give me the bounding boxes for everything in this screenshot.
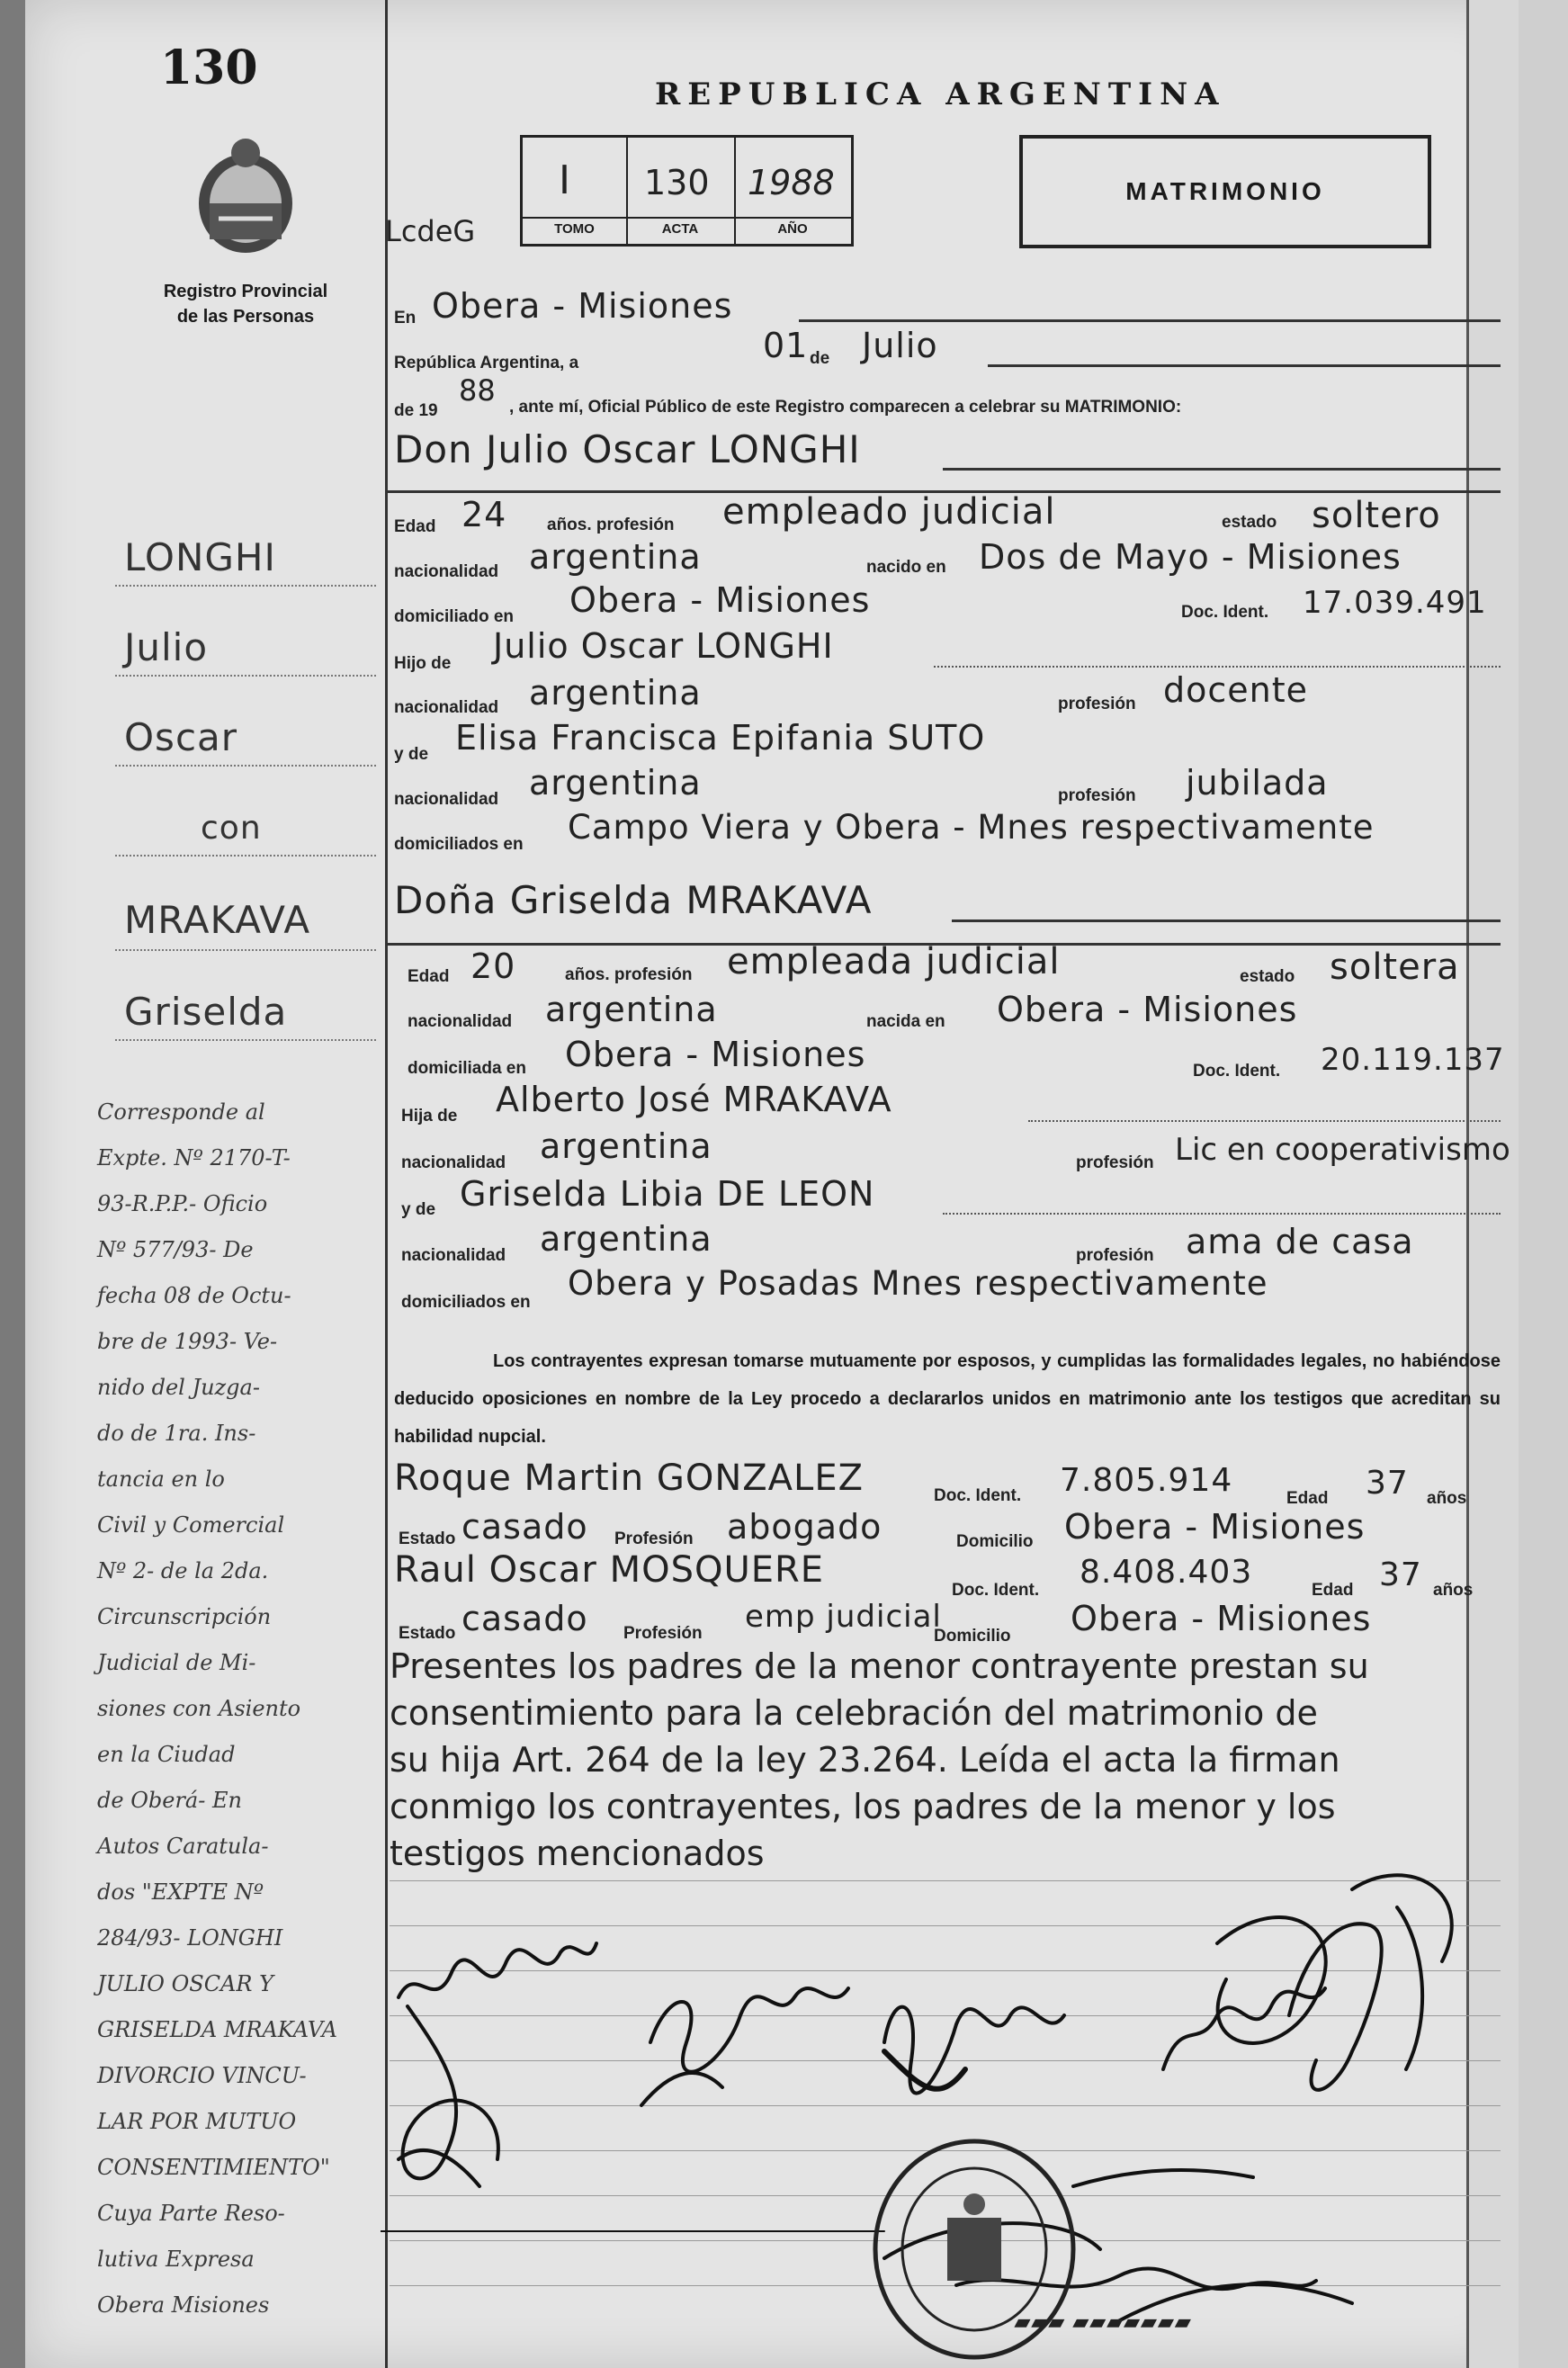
witness2-estado-label: Estado [399,1624,456,1643]
bride-full-name: Doña Griselda MRAKAVA [394,878,873,922]
bride-yde-label: y de [401,1200,436,1219]
side-surname-bride: MRAKAVA [124,898,311,942]
groom-edad-label: Edad [394,517,436,536]
acta-value: 130 [644,163,710,202]
tomo-label: TOMO [523,217,626,237]
margin-annotation-line: GRISELDA MRAKAVA [97,2017,337,2042]
margin-annotation-line: Expte. Nº 2170-T- [97,1145,291,1171]
witness1-estado: casado [461,1507,588,1547]
witness2-prof-label: Profesión [623,1624,703,1643]
bride-nacionalidad: argentina [545,990,718,1029]
groom-nacido-label: nacido en [866,558,946,577]
bride-nacida: Obera - Misiones [997,990,1298,1029]
bride-dom-label: domiciliada en [408,1059,526,1078]
bride-nacida-label: nacida en [866,1012,945,1031]
bride-estado-label: estado [1240,967,1295,986]
margin-annotation-line: Autos Caratula- [97,1834,269,1859]
margin-annotation-line: CONSENTIMIENTO" [97,2155,330,2180]
month-value: Julio [862,326,938,365]
witness1-profesion: abogado [727,1507,883,1547]
witness1-doc: 7.805.914 [1060,1462,1233,1499]
witness1-name: Roque Martin GONZALEZ [394,1458,864,1499]
closing-line-2: consentimiento para la celebración del matrimonio de [390,1693,1318,1733]
groom-yde-label: y de [394,745,429,764]
margin-annotation-line: 284/93- LONGHI [97,1925,283,1951]
bride-doc-label: Doc. Ident. [1193,1062,1281,1081]
witness2-dom-label: Domicilio [934,1627,1011,1646]
groom-father: Julio Oscar LONGHI [493,626,834,666]
bride-profesion: empleada judicial [727,941,1061,982]
margin-annotation-line: lutiva Expresa [97,2247,255,2272]
groom-profesion-label: años. profesión [547,516,675,534]
bride-estado: soltera [1330,946,1460,988]
side-first-name-groom: Julio [124,625,209,669]
margin-annotation-line: JULIO OSCAR Y [97,1971,273,1996]
bride-mother-prof: ama de casa [1186,1222,1414,1261]
bride-domicilio: Obera - Misiones [565,1035,866,1074]
margin-annotation-line: Cuya Parte Reso- [97,2201,285,2226]
ano-label: AÑO [734,217,851,237]
groom-doc-label: Doc. Ident. [1181,603,1269,622]
side-first-name-bride: Griselda [124,990,288,1034]
groom-doms-label: domiciliados en [394,835,524,854]
day-value: 01 [763,326,809,365]
margin-annotation-line: fecha 08 de Octu- [97,1283,291,1308]
bride-father-nac-label: nacionalidad [401,1153,506,1172]
margin-annotation-line: Circunscripción [97,1604,272,1629]
margin-annotation-line: dos "EXPTE Nº [97,1879,264,1905]
closing-line-4: conmigo los contrayentes, los padres de la menor y los [390,1787,1336,1826]
closing-line-3: su hija Art. 264 de la ley 23.264. Leída el acta la firman [390,1740,1340,1780]
groom-estado-label: estado [1222,513,1277,532]
official-name-stamp: ▰▰▰ ▰▰▰▰▰▰▰ [1015,2310,1193,2333]
bride-hija-label: Hija de [401,1107,458,1126]
bride-father: Alberto José MRAKAVA [496,1080,892,1119]
en-value: Obera - Misiones [432,286,733,326]
groom-hijo-label: Hijo de [394,654,452,673]
witness2-edad-label: Edad [1312,1581,1354,1600]
margin-annotation-line: Nº 2- de la 2da. [97,1558,269,1583]
margin-annotation-line: do de 1ra. Ins- [97,1421,256,1446]
groom-parents-domicile: Campo Viera y Obera - Mnes respectivamente [568,808,1375,847]
registry-caption: Registro Provincial de las Personas [163,282,328,327]
side-middle-name-groom: Oscar [124,715,238,759]
signature-5 [1289,1924,1382,2090]
bride-edad-label: Edad [408,967,450,986]
page-number: 130 [160,40,258,95]
groom-estado: soltero [1312,495,1441,536]
groom-father-nac-label: nacionalidad [394,698,499,717]
margin-annotation-line: DIVORCIO VINCU- [97,2063,307,2088]
groom-edad: 24 [461,495,507,534]
groom-mother: Elisa Francisca Epifania SUTO [455,718,986,758]
margin-annotation-line: Corresponde al [97,1099,265,1125]
book-spine [0,0,25,2368]
matrimonio-box: MATRIMONIO [1019,135,1431,248]
side-surname-groom: LONGHI [124,535,276,579]
en-label: En [394,309,417,327]
bride-mother-nac-label: nacionalidad [401,1246,506,1265]
side-con: con [201,810,262,847]
country-header: REPUBLICA ARGENTINA [655,76,1226,112]
groom-mother-prof: jubilada [1186,763,1329,803]
bride-mother: Griselda Libia DE LEON [460,1174,875,1214]
witness2-estado: casado [461,1599,588,1638]
groom-profesion: empleado judicial [722,491,1056,533]
bride-doc: 20.119.137 [1321,1042,1505,1078]
bride-profesion-label: años. profesión [565,965,693,984]
bride-mother-prof-label: profesión [1076,1246,1154,1265]
republica-label: República Argentina, a [394,354,579,372]
witness1-domicilio: Obera - Misiones [1064,1507,1366,1547]
bride-father-prof: Lic en cooperativismo [1175,1132,1510,1168]
witness2-doc-label: Doc. Ident. [952,1581,1040,1600]
witness1-estado-label: Estado [399,1529,456,1548]
witness1-prof-label: Profesión [614,1529,694,1548]
witness2-edad: 37 [1379,1556,1422,1593]
margin-annotation-line: LAR POR MUTUO [97,2109,297,2134]
signature-2 [650,1988,848,2072]
groom-mother-nac: argentina [529,763,702,803]
groom-father-prof: docente [1163,670,1309,710]
intro-statement: , ante mí, Oficial Público de este Registro comparecen a celebrar su MATRIMONIO: [509,398,1182,417]
bride-nac-label: nacionalidad [408,1012,513,1031]
witness2-anos-label: años [1433,1581,1474,1600]
certificate-page [25,0,1519,2368]
witness1-dom-label: Domicilio [956,1532,1034,1551]
bride-edad: 20 [470,946,516,986]
witness2-doc: 8.408.403 [1080,1554,1253,1591]
witness1-edad-label: Edad [1286,1489,1329,1508]
year-value: 88 [459,373,496,408]
margin-annotation-line: Civil y Comercial [97,1512,285,1538]
witness2-name: Raul Oscar MOSQUERE [394,1549,825,1591]
signatures-area [381,1835,1505,2368]
margin-annotation-line: bre de 1993- Ve- [97,1329,278,1354]
margin-annotation-line: 93-R.P.P.- Oficio [97,1191,268,1216]
groom-mother-prof-label: profesión [1058,786,1136,805]
signature-1 [399,1943,596,1997]
groom-father-nac: argentina [529,673,702,713]
registry-ref: LcdeG [385,214,476,248]
formal-declaration: Los contrayentes expresan tomarse mutuamente por esposos, y cumplidas las formalidades legales, no habiéndose deducido oposiciones en nombre de la Ley procedo a declararlos unidos en matrimonio ante los testigos que acreditan su habilidad nupcial. [394,1351,1501,1447]
margin-annotation-line: siones con Asiento [97,1696,301,1721]
margin-annotation-line: Obera Misiones [97,2292,270,2318]
bride-parents-domicile: Obera y Posadas Mnes respectivamente [568,1264,1268,1303]
tomo-acta-ano-box [520,135,854,247]
groom-nac-label: nacionalidad [394,562,499,581]
year-label: de 19 [394,401,438,420]
witness1-doc-label: Doc. Ident. [934,1486,1022,1505]
margin-annotation-line: Nº 577/93- De [97,1237,254,1262]
coat-of-arms-icon [183,133,309,259]
groom-doc: 17.039.491 [1303,585,1487,621]
bride-mother-nac: argentina [540,1219,712,1259]
groom-nacido: Dos de Mayo - Misiones [979,537,1402,577]
closing-line-5: testigos mencionados [390,1834,765,1873]
groom-mother-nac-label: nacionalidad [394,790,499,809]
margin-annotation-line: en la Ciudad [97,1742,236,1767]
tomo-value: I [559,157,570,203]
groom-domicilio: Obera - Misiones [569,580,871,620]
witness1-edad: 37 [1366,1465,1409,1502]
margin-annotation-line: Judicial de Mi- [97,1650,256,1675]
ano-value: 1988 [748,163,835,202]
margin-annotation-line: de Oberá- En [97,1788,242,1813]
groom-dom-label: domiciliado en [394,607,515,626]
witness1-anos-label: años [1427,1489,1467,1508]
groom-nacionalidad: argentina [529,537,702,577]
margin-annotation-line: tancia en lo [97,1467,225,1492]
groom-father-prof-label: profesión [1058,695,1136,713]
margin-annotation-line: nido del Juzga- [97,1375,260,1400]
acta-label: ACTA [626,217,734,237]
bride-father-prof-label: profesión [1076,1153,1154,1172]
bride-doms-label: domiciliados en [401,1293,531,1312]
witness2-domicilio: Obera - Misiones [1071,1599,1372,1638]
signature-4 [1163,1988,1325,2069]
de-label: de [810,349,830,368]
closing-line-1: Presentes los padres de la menor contrayente prestan su [390,1646,1369,1686]
groom-full-name: Don Julio Oscar LONGHI [394,427,861,471]
witness2-profesion: emp judicial [745,1599,942,1635]
bride-father-nac: argentina [540,1126,712,1166]
